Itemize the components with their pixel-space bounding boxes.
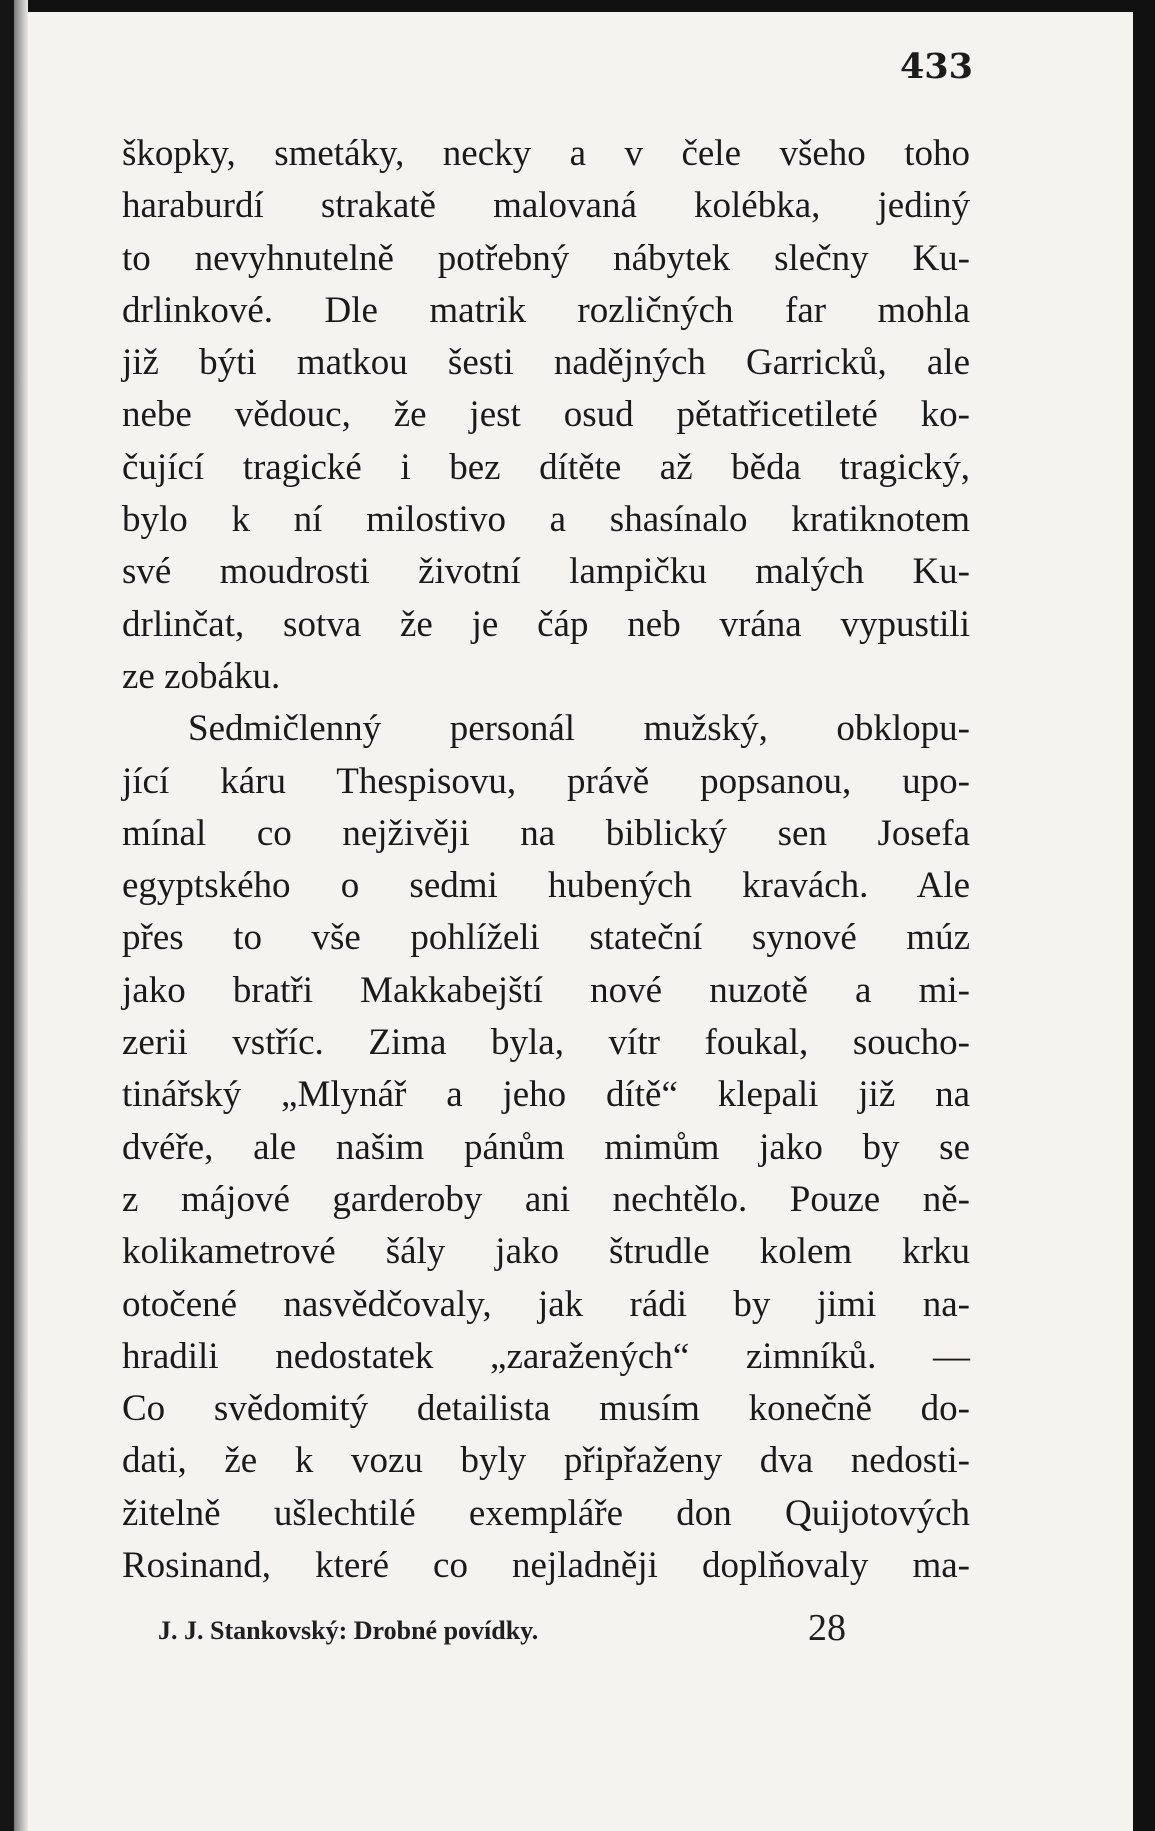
text-line: přes to vše pohlíželi stateční synové múz [122,917,970,959]
text-line: tinářský „Mlynář a jeho dítě“ klepali již na [122,1074,970,1116]
text-line: jící káru Thespisovu, právě popsanou, upo- [122,760,970,802]
text-line: mínal co nejživěji na biblický sen Josefa [122,812,970,854]
text-line: čující tragické i bez dítěte až běda tragický, [122,446,970,488]
text-line: hradili nedostatek „zaražených“ zimníků. — [122,1335,970,1377]
text-line: drlinčat, sotva že je čáp neb vrána vypustili [122,603,970,645]
text-line: bylo k ní milostivo a shasínalo kratiknotem [122,499,970,541]
text-line: egyptského o sedmi hubených kravách. Ale [122,865,970,907]
text-line: dvéře, ale našim pánům mimům jako by se [122,1126,970,1168]
text-line: zerii vstříc. Zima byla, vítr foukal, soucho- [122,1022,970,1064]
text-line: kolikametrové šály jako štrudle kolem krku [122,1231,970,1273]
text-line: své moudrosti životní lampičku malých Ku- [122,551,970,593]
text-line: Sedmičlenný personál mužský, obklopu- [188,708,970,750]
scan-top-border [0,0,1155,12]
text-line: haraburdí strakatě malovaná kolébka, jediný [122,185,970,227]
text-line: žitelně ušlechtilé exempláře don Quijotových [122,1492,970,1534]
text-line: drlinkové. Dle matrik rozličných far mohla [122,289,970,331]
footer-signature-number: 28 [808,1607,846,1649]
page-binding-shadow [14,0,28,1831]
body-text [122,128,970,1592]
text-line: z májové garderoby ani nechtělo. Pouze ně- [122,1178,970,1220]
text-line: jako bratři Makkabejští nové nuzotě a mi- [122,969,970,1011]
text-line: otočené nasvědčovaly, jak rádi by jimi na- [122,1283,970,1325]
text-line: ze zobáku. [122,655,281,697]
scan-left-border [0,0,14,1831]
scan-right-border [1133,0,1155,1831]
text-line: škopky, smetáky, necky a v čele všeho toho [122,133,970,174]
text-line: Co svědomitý detailista musím konečně do- [122,1388,970,1430]
footer-author-title: J. J. Stankovský: Drobné povídky. [158,1616,539,1645]
text-line: to nevyhnutelně potřebný nábytek slečny Ku- [122,237,970,279]
text-line: již býti matkou šesti nadějných Garricků, ale [122,342,970,384]
text-line: dati, že k vozu byly připřaženy dva nedosti- [122,1440,970,1482]
page-number: 433 [899,46,973,87]
text-line: nebe vědouc, že jest osud pětatřicetileté ko- [122,394,970,436]
text-line: Rosinand, které co nejladněji doplňovaly ma- [122,1545,970,1587]
